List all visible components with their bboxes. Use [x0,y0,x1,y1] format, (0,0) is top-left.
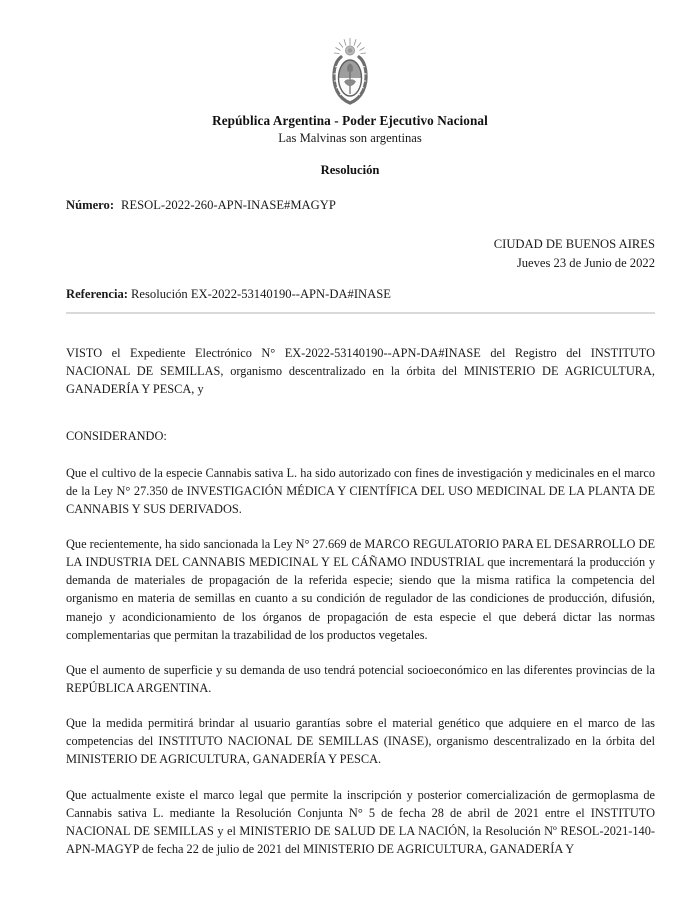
visto-paragraph: VISTO el Expediente Electrónico N° EX-2022-53140190--APN-DA#INASE del Registro del INSTITUTO NACIONAL DE SEMILLAS, organismo descentralizado en la órbita del MINISTERIO DE AGRICULTURA, GANADERÍA Y PESCA, y [66,346,655,397]
considerando-paragraph-2: Que recientemente, ha sido sancionada la Ley N° 27.669 de MARCO REGULATORIO PARA EL DESARROLLO DE LA INDUSTRIA DEL CANNABIS MEDICINAL Y EL CÁÑAMO INDUSTRIAL que incrementará la producción y demanda de materiales de propagación de la referida especie; siendo que la misma ratifica la competencia del organismo en materia de semillas en cuanto a su condición de regulador de las condiciones de producción, difusión, manejo y acondicionamiento de los órganos de propagación de esta especie el que deberá dictar las normas complementarias que permitan la trazabilidad de los productos vegetales. [66,536,656,642]
document-reference-label: Referencia: [66,287,129,301]
document-type-heading: Resolución [320,163,380,177]
page-motto: Las Malvinas son argentinas [278,131,422,145]
considerando-paragraph-4: Que la medida permitirá brindar al usuario garantías sobre el material genético que adquiere en el marco de las competencias del INSTITUTO NACIONAL DE SEMILLAS (INASE), organismo descentralizado en la órbita del MINISTERIO DE AGRICULTURA, GANADERÍA Y PESCA. [66,716,655,767]
document-reference [66,287,391,302]
page-title: República Argentina - Poder Ejecutivo Nacional [212,113,488,128]
crest-container [0,36,700,108]
argentina-coat-of-arms-icon [328,36,372,108]
document-reference-value: Resolución EX-2022-53140190--APN-DA#INASE [131,287,391,301]
header-divider [66,312,655,314]
place-date-block [494,235,655,273]
considerando-paragraph-3: Que el aumento de superficie y su demanda de uso tendrá potencial socioeconómico en las diferentes provincias de la REPÚBLICA ARGENTINA. [66,662,655,695]
date-text: Jueves 23 de Junio de 2022 [516,256,655,271]
document-number-value: RESOL-2022-260-APN-INASE#MAGYP [121,198,336,212]
considerando-heading: CONSIDERANDO: [66,429,167,444]
considerando-paragraph-1: Que el cultivo de la especie Cannabis sativa L. ha sido autorizado con fines de investigación y medicinales en el marco de la Ley N° 27.350 de INVESTIGACIÓN MÉDICA Y CIENTÍFICA DEL USO MEDICINAL DE LA PLANTA DE CANNABIS Y SUS DERIVADOS. [66,465,655,516]
document-body [66,344,655,858]
considerando-paragraph-5: Que actualmente existe el marco legal que permite la inscripción y posterior comercialización de germoplasma de Cannabis sativa L. mediante la Resolución Conjunta N° 5 de fecha 28 de abril de 2021 entre el INSTITUTO NACIONAL DE SEMILLAS y el MINISTERIO DE SALUD DE LA NACIÓN, la Resolución Nº RESOL-2021-140-APN-MAGYP de fecha 22 de julio de 2021 del MINISTERIO DE AGRICULTURA, GANADERÍA Y [66,787,655,856]
document-number-label: Número: [66,198,115,212]
city-text: CIUDAD DE BUENOS AIRES [493,237,655,251]
document-number [66,198,336,213]
